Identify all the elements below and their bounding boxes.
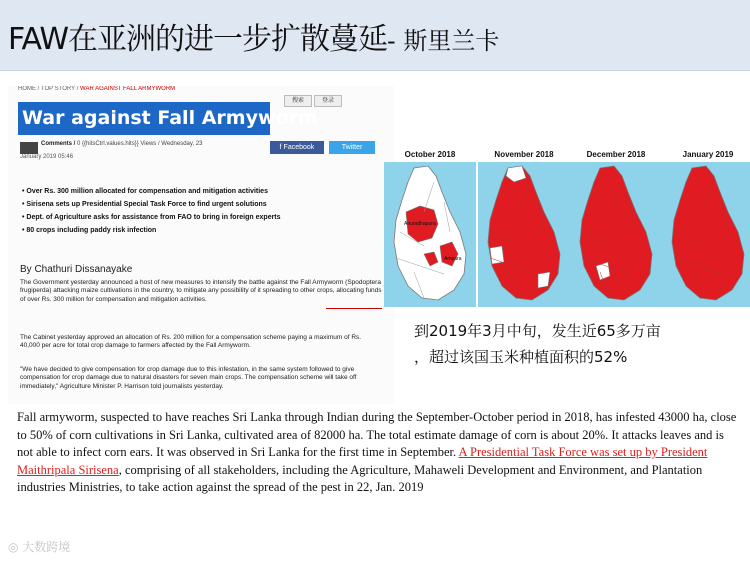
map-label: January 2019	[682, 150, 734, 159]
sri-lanka-map-october	[384, 162, 476, 307]
map-label: November 2018	[494, 150, 554, 159]
map-december-2018	[570, 148, 662, 307]
article-byline: By Chathuri Dissanayake	[20, 264, 133, 275]
map-november-2018	[478, 148, 570, 307]
views-text: Views / Wednesday, 23	[140, 141, 203, 147]
twitter-share-button[interactable]: Twitter	[329, 141, 375, 154]
map-label: October 2018	[404, 150, 456, 159]
search-mini-button[interactable]: 搜索	[284, 95, 312, 107]
article-headline: War against Fall Armyworm	[18, 102, 270, 135]
breadcrumb-path[interactable]: HOME / TOP STORY /	[18, 86, 79, 92]
map-frame	[478, 162, 570, 307]
map-frame	[662, 162, 750, 307]
highlight-item: • Over Rs. 300 million allocated for compensation and mitigation activities	[22, 188, 281, 195]
login-mini-button[interactable]: 登录	[314, 95, 342, 107]
red-underline	[326, 308, 382, 309]
slide-title-sub: - 斯里兰卡	[387, 27, 500, 55]
breadcrumb	[18, 86, 175, 92]
comments-source: {{hitsCtrl.values.hits}}	[82, 141, 139, 147]
map-october-2018	[384, 148, 476, 307]
summary-part-1: Fall armyworm, suspected to have reaches Sri Lanka through Indian during the September-October period in 2018, has infested 43000 ha, close to 50% of corn cultivations in Sri Lanka, cultivated area of 82000 ha. The total estimate damage of corn is about 20%. It attacks leaves and is not able to infect corn ears. It was observed in Sri Lanka for the first time in September.	[17, 410, 737, 459]
article-paragraph: "We have decided to give compensation for crop damage due to this infestation, in the same system followed to give compensation for crop damage due to natural disasters for seven main crops. The compensation scheme will take off immediately," Agriculture Minister P. Harrison told journalists yesterday.	[20, 366, 357, 390]
breadcrumb-current: WAR AGAINST FALL ARMYWORM	[80, 86, 176, 92]
map-frame	[570, 162, 662, 307]
news-clipping	[8, 86, 394, 404]
article-highlights	[22, 188, 281, 240]
article-meta	[41, 141, 202, 147]
stat-line-2: ，超过该国玉米种植面积的52%	[414, 348, 628, 366]
map-place-label: Anuradhapura	[404, 221, 436, 227]
summary-paragraph	[17, 409, 742, 497]
map-january-2019	[662, 148, 750, 307]
summary-part-2: , comprising of all stakeholders, including the Agriculture, Mahaweli Development and Environment, and Plantation industries Ministries, to take action against the spread of the pest in 22, Jan. 2019	[17, 462, 703, 494]
article-date: January 2019 05:46	[20, 154, 74, 160]
watermark-text: 大数跨境	[22, 540, 71, 554]
stat-line-1: 到2019年3月中旬，发生近65多万亩	[414, 322, 661, 340]
highlight-item: • 80 crops including paddy risk infection	[22, 227, 281, 234]
summary-highlight: A Presidential Task Force was set up by President Maithripala Sirisena	[17, 445, 708, 477]
map-label: December 2018	[586, 150, 646, 159]
highlight-item: • Sirisena sets up Presidential Special Task Force to find urgent solutions	[22, 201, 281, 208]
infestation-statistic	[414, 318, 661, 370]
comments-count: 0	[77, 141, 81, 147]
highlight-item: • Dept. of Agriculture asks for assistance from FAO to bring in foreign experts	[22, 214, 281, 221]
map-place-label: Ampara	[444, 256, 462, 262]
sri-lanka-map-november	[478, 162, 570, 307]
comments-label[interactable]: Comments /	[41, 141, 76, 147]
article-paragraph: The Government yesterday announced a host of new measures to intensify the battle against the Fall Armyworm (Spodoptera frugiperda) attacking maize cultivations in the country, to mitigate any possibility of it spreading to other crops, allocating funds of over Rs. 300 million for compensation and mitigation activities.	[20, 279, 382, 303]
slide-title	[8, 14, 499, 58]
watermark-icon: ◎	[8, 540, 23, 554]
sri-lanka-map-january	[662, 162, 750, 307]
watermark-logo	[8, 538, 70, 555]
comments-icon	[20, 142, 38, 154]
article-paragraph: The Cabinet yesterday approved an allocation of Rs. 200 million for a compensation scheme paying a maximum of Rs. 40,000 per acre for total crop damage to farmers affected by the Fall Armyworm.	[20, 334, 362, 350]
facebook-share-button[interactable]: f Facebook	[270, 141, 324, 154]
sri-lanka-map-december	[570, 162, 662, 307]
slide-title-main: FAW在亚洲的进一步扩散蔓延	[8, 22, 388, 57]
title-bar	[0, 0, 750, 71]
map-frame	[384, 162, 476, 307]
